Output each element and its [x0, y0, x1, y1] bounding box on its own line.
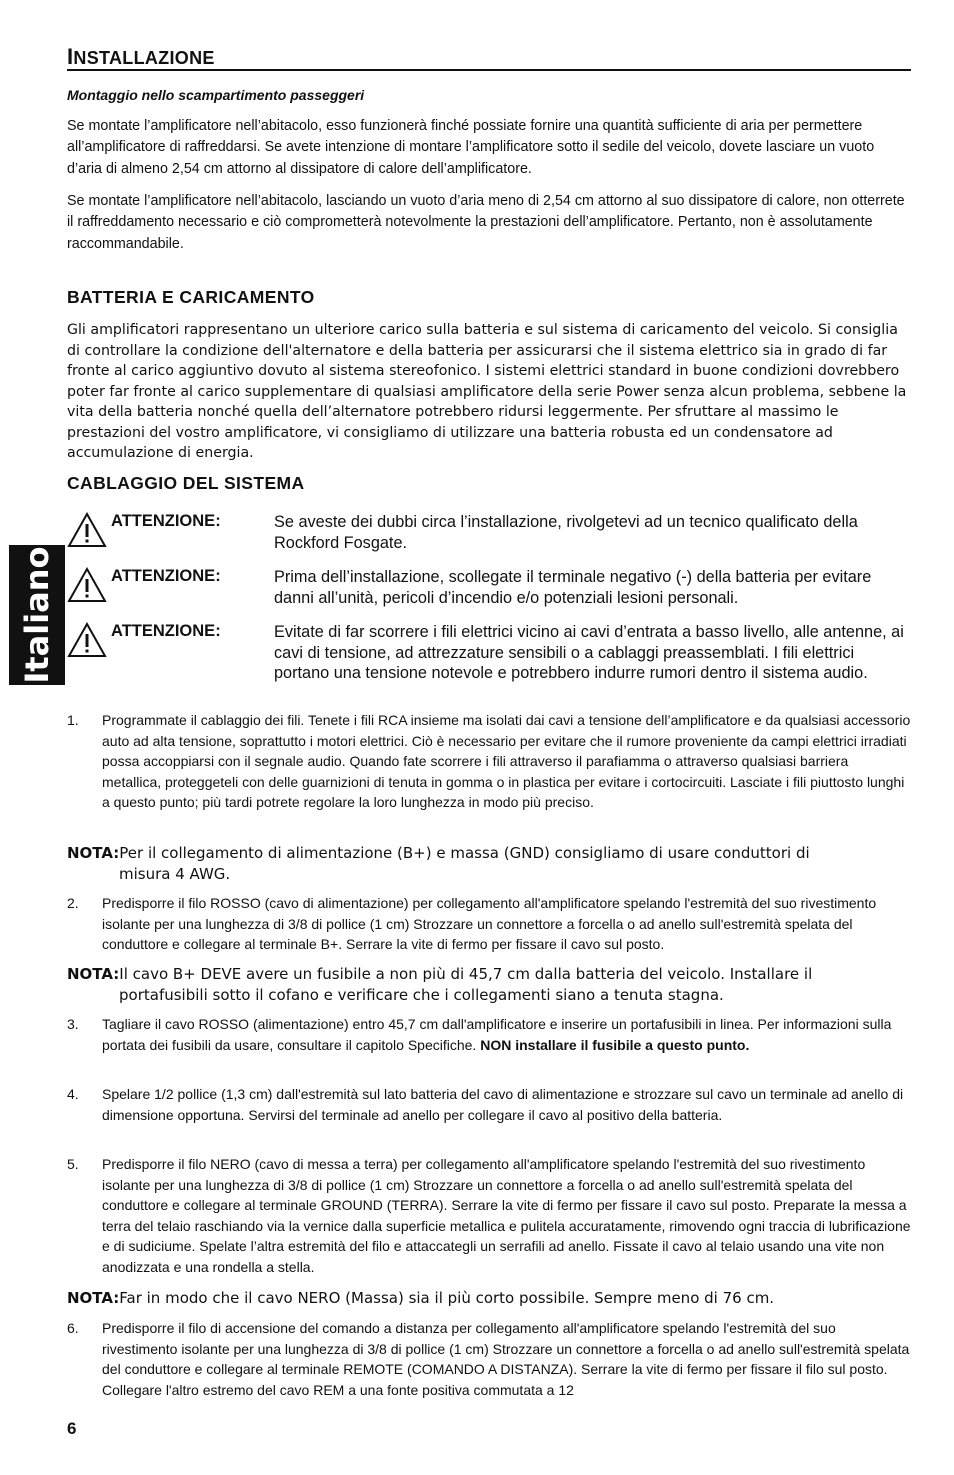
warning-text: Evitate di far scorrere i fili elettrici vicino ai cavi d’entrata a basso livello, alle antenne, ai cavi di tensione, ad attrezzature sensibili o a cablaggi preassemblati. I fili elettrici portano una tensione notevole e potrebbero indurre rumori dentro il sistema audio. — [274, 623, 904, 682]
step-2: 2. Predisporre il filo ROSSO (cavo di alimentazione) per collegamento all'amplificatore spelando l'estremità del suo rivestimento isolante per una lunghezza di 3/8 di pollice (1 cm) Strozzare un connettore a forcella o ad anello sull'estremità spelata del conduttore e collegare al terminale B+. Serrare la vite di fermo per fissare il cavo sul posto. — [67, 895, 877, 953]
wiring-heading: CABLAGGIO DEL SISTEMA — [67, 473, 305, 493]
warning-label: ATTENZIONE: — [111, 567, 221, 585]
step-5: 5. Predisporre il filo NERO (cavo di messa a terra) per collegamento all'amplificatore spelando l'estremità del suo rivestimento isolante per una lunghezza di 3/8 di pollice (1 cm) Strozzare un connettore a forcella o ad anello sull'estremità spelata del conduttore e collegare al terminale GROUND (TERRA). Serrare la vite di fermo per fissare il cavo sul posto. Preparate la messa a terra del telaio raschiando via la vernice dalla superficie metallica e pulitela accuratamente, rimovendo ogni traccia di lubrificazione e di sudiciume. Spelate l’altra estremità del filo e attaccategli un serrafili ad anello. Fissate il cavo al telaio usando una vite non anodizzata e una rondella a stella. — [67, 1156, 911, 1275]
step-1: 1. Programmate il cablaggio dei fili. Tenete i fili RCA insieme ma isolati dai cavi a tensione dell’amplificatore e da qualsiasi accessorio auto ad alta tensione, soprattutto i motori elettrici. Ciò è necessario per evitare che il rumore proveniente da campi elettrici irradiati possa accoppiarsi con il segnale audio. Quando fate scorrere i fili attraverso il parafiamma o attraverso qualsiasi barriera metallica, proteggeteli con delle guarnizioni di tenuta in gomma o in plastica per evitare i cortocircuiti. Lasciate i fili piuttosto lunghi a questo punto; più tardi potrete regolare la loro lunghezza in modo più preciso. — [67, 712, 911, 811]
warning-text: Se aveste dei dubbi circa l’installazione, rivolgetevi ad un tecnico qualificato della Rockford Fosgate. — [274, 513, 858, 552]
battery-paragraph: Gli amplificatori rappresentano un ulteriore carico sulla batteria e sul sistema di caricamento del veicolo. Si consiglia di controllare la condizione dell'alternatore e della batteria per assicurarsi che il sistema elettrico sia in grado di far fronte al carico aggiuntivo dovuto al sistema stereofonico. I sistemi elettrici standard in buone condizioni dovrebbero poter far fronte al carico supplementare di qualsiasi amplificatore della serie Power senza alcun problema, sebbene la vita della batteria nonché quella dell’alternatore potrebbero ridursi leggermente. Per sfruttare al massimo le prestazioni del vostro amplificatore, vi consigliamo di utilizzare una batteria robusta ed un condensatore ad accumulazione di energia. — [67, 322, 907, 461]
title-rule — [67, 69, 911, 71]
warning-triangle-icon — [67, 567, 107, 603]
note-3: NOTA:Far in modo che il cavo NERO (Massa) sia il più corto possibile. Sempre meno di 76 cm. — [67, 1289, 775, 1307]
warning-label: ATTENZIONE: — [111, 622, 221, 640]
note-2: NOTA:Il cavo B+ DEVE avere un fusibile a non più di 45,7 cm dalla batteria del veicolo. Installare il portafusibili sotto il cofano e verificare che i collegamenti siano a tenuta stagna. — [67, 965, 813, 1004]
warning-text: Prima dell’installazione, scollegate il terminale negativo (-) della batteria per evitare danni all’unità, pericoli d’incendio e/o potenziali lesioni personali. — [274, 568, 872, 607]
warning-triangle-icon — [67, 512, 107, 548]
subheading: Montaggio nello scampartimento passeggeri — [67, 87, 365, 103]
language-side-tab: Italiano — [9, 545, 65, 685]
step-4: 4. Spelare 1/2 pollice (1,3 cm) dall'estremità sul lato batteria del cavo di alimentazione e strozzare sul cavo un terminale ad anello di dimensione opportuna. Servirsi del terminale ad anello per collegare il cavo al positivo della batteria. — [67, 1086, 904, 1123]
warning-triangle-icon — [67, 622, 107, 658]
battery-heading: BATTERIA E CARICAMENTO — [67, 287, 315, 307]
intro-paragraph-2: Se montate l’amplificatore nell’abitacolo, lasciando un vuoto d’aria meno di 2,54 cm attorno al suo dissipatore di calore, non otterrete il raffreddamento necessario e ciò comprometterà notevolmente la prestazioni dell’amplificatore. Pertanto, non è assolutamente raccommandabile. — [67, 193, 905, 252]
page-title: INSTALLAZIONE — [67, 44, 215, 69]
page-number: 6 — [67, 1419, 77, 1438]
note-1: NOTA:Per il collegamento di alimentazione (B+) e massa (GND) consigliamo di usare conduttori di misura 4 AWG. — [67, 844, 810, 883]
warning-label: ATTENZIONE: — [111, 512, 221, 530]
step-6: 6. Predisporre il filo di accensione del comando a distanza per collegamento all'amplificatore spelando l'estremità del suo rivestimento isolante per una lunghezza di 3/8 di pollice (1 cm) Strozzare un connettore a forcella o ad anello sull'estremità spelata del conduttore e collegare al terminale REMOTE (COMANDO A DISTANZA). Serrare la vite di fermo per fissare il filo sul posto. Collegare l'altro estremo del cavo REM a una fonte positiva commutata a 12 — [67, 1320, 910, 1398]
step-3: 3. Tagliare il cavo ROSSO (alimentazione) entro 45,7 cm dall'amplificatore e inserire un portafusibili in linea. Per informazioni sulla portata dei fusibili da usare, consultare il capitolo Specifiche. NON installare il fusibile a questo punto. — [67, 1016, 892, 1053]
intro-paragraph-1: Se montate l’amplificatore nell’abitacolo, esso funzionerà finché possiate fornire una quantità sufficiente di aria per permettere all’amplificatore di raffreddarsi. Se avete intenzione di montare l’amplificatore sotto il sedile del veicolo, dovete lasciare un vuoto d’aria di almeno 2,54 cm attorno al dissipatore di calore dell’amplificatore. — [67, 118, 875, 177]
